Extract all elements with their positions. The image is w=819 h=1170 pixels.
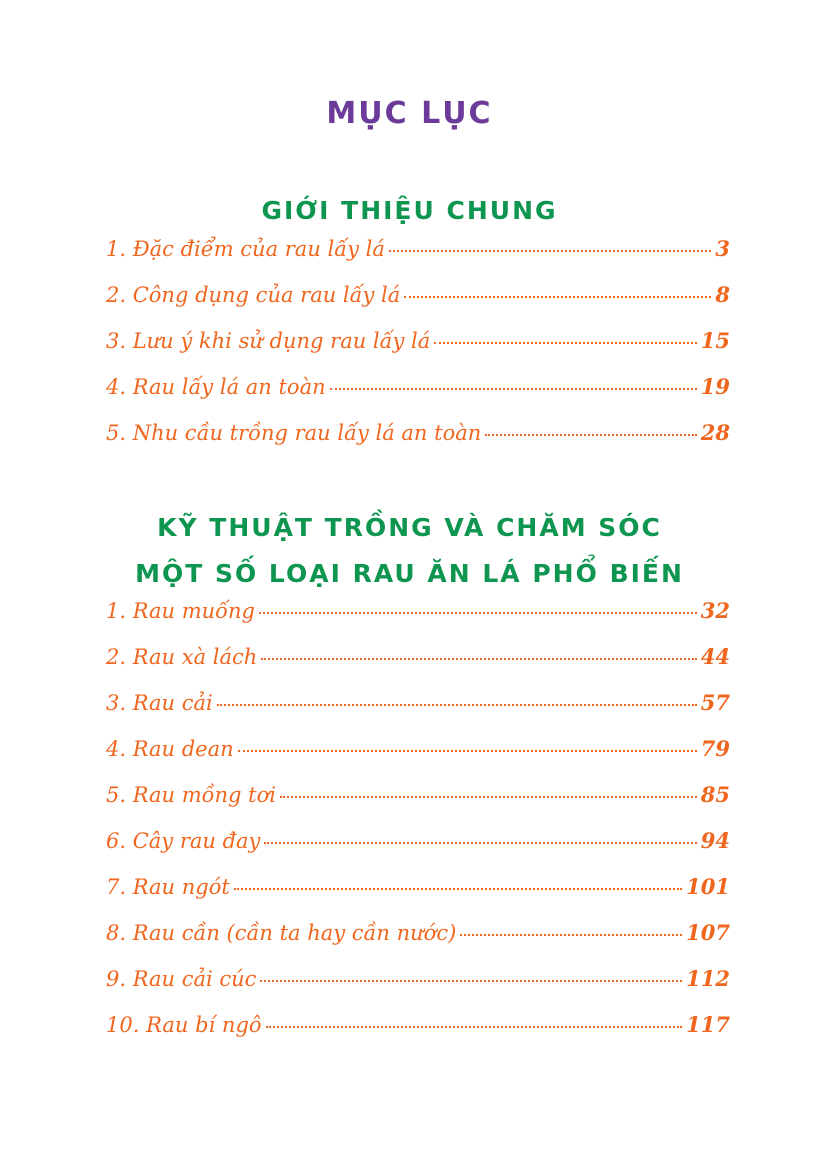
toc-entry-label: 8. Rau cần (cần ta hay cần nước)	[106, 921, 457, 945]
dot-leader	[259, 612, 697, 614]
dot-leader	[217, 704, 697, 706]
toc-entry[interactable]	[106, 874, 730, 920]
toc-entry-page: 79	[700, 736, 730, 761]
toc-entry[interactable]	[106, 920, 730, 966]
toc-entry-page: 107	[686, 920, 730, 945]
dot-leader	[266, 1026, 683, 1028]
toc-entry[interactable]	[106, 374, 730, 420]
toc-entry-page: 85	[700, 782, 730, 807]
toc-entry-label: 7. Rau ngót	[106, 875, 230, 899]
dot-leader	[434, 342, 696, 344]
dot-leader	[280, 796, 697, 798]
toc-entry-page: 19	[700, 374, 730, 399]
toc-entry[interactable]	[106, 420, 730, 466]
toc-entry-label: 4. Rau lấy lá an toàn	[106, 375, 326, 399]
toc-entry-page: 28	[700, 420, 730, 445]
toc-entry[interactable]	[106, 598, 730, 644]
dot-leader	[264, 842, 696, 844]
toc-list-intro	[106, 236, 730, 466]
section-title-intro	[0, 188, 819, 234]
toc-entry[interactable]	[106, 828, 730, 874]
dot-leader	[330, 388, 697, 390]
toc-entry[interactable]	[106, 236, 730, 282]
toc-entry[interactable]	[106, 782, 730, 828]
toc-entry-page: 112	[686, 966, 730, 991]
toc-entry-label: 10. Rau bí ngô	[106, 1013, 262, 1037]
toc-entry[interactable]	[106, 736, 730, 782]
toc-entry[interactable]	[106, 328, 730, 374]
toc-entry-label: 1. Rau muống	[106, 599, 255, 623]
toc-entry[interactable]	[106, 966, 730, 1012]
toc-entry-label: 5. Rau mồng tơi	[106, 783, 276, 807]
toc-entry-page: 32	[700, 598, 730, 623]
toc-entry-page: 3	[715, 236, 730, 261]
section-title-line: GIỚI THIỆU CHUNG	[261, 196, 558, 225]
page-title: MỤC LỤC	[326, 96, 493, 131]
toc-entry-label: 3. Rau cải	[106, 691, 213, 715]
toc-entry-label: 2. Công dụng của rau lấy lá	[106, 283, 401, 307]
toc-entry-page: 15	[700, 328, 730, 353]
section-title-line: KỸ THUẬT TRỒNG VÀ CHĂM SÓC	[157, 513, 662, 542]
toc-entry-label: 1. Đặc điểm của rau lấy lá	[106, 237, 385, 261]
section-title-line: MỘT SỐ LOẠI RAU ĂN LÁ PHỔ BIẾN	[135, 559, 684, 588]
dot-leader	[234, 888, 682, 890]
toc-entry-page: 57	[700, 690, 730, 715]
toc-entry-page: 94	[700, 828, 730, 853]
dot-leader	[460, 934, 682, 936]
toc-entry[interactable]	[106, 1012, 730, 1058]
toc-entry-label: 9. Rau cải cúc	[106, 967, 257, 991]
toc-entry-label: 2. Rau xà lách	[106, 645, 258, 669]
toc-entry-page: 101	[686, 874, 730, 899]
toc-entry-label: 6. Cây rau đay	[106, 829, 261, 853]
dot-leader	[389, 250, 711, 252]
toc-entry[interactable]	[106, 690, 730, 736]
toc-entry-page: 117	[686, 1012, 730, 1037]
dot-leader	[261, 658, 696, 660]
toc-entry-page: 8	[715, 282, 730, 307]
dot-leader	[485, 434, 697, 436]
section-title-techniques	[0, 505, 819, 597]
toc-list-techniques	[106, 598, 730, 1058]
toc-entry[interactable]	[106, 644, 730, 690]
toc-entry-page: 44	[700, 644, 730, 669]
toc-entry-label: 4. Rau dean	[106, 737, 234, 761]
dot-leader	[404, 296, 711, 298]
toc-entry-label: 5. Nhu cầu trồng rau lấy lá an toàn	[106, 421, 482, 445]
dot-leader	[260, 980, 682, 982]
toc-entry[interactable]	[106, 282, 730, 328]
toc-entry-label: 3. Lưu ý khi sử dụng rau lấy lá	[106, 329, 431, 353]
dot-leader	[238, 750, 697, 752]
